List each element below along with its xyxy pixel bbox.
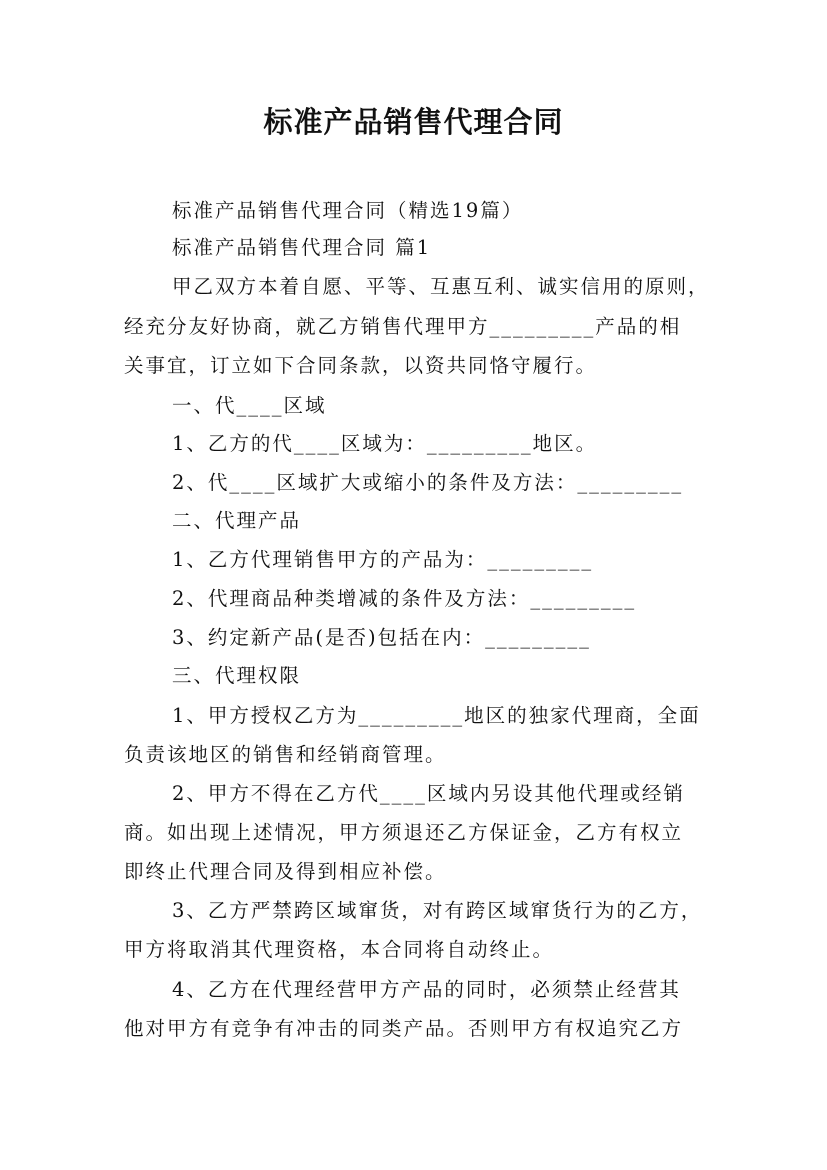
clause-item-cont: 负责该地区的销售和经销商管理。 — [124, 743, 447, 766]
subtitle-line: 标准产品销售代理合同（精选19篇） — [172, 199, 524, 222]
section-heading: 标准产品销售代理合同 篇1 — [172, 236, 432, 259]
clause-item: 3、约定新产品(是否)包括在内：_________ — [172, 626, 591, 649]
clause-heading: 二、代理产品 — [172, 509, 302, 532]
clause-item: 2、代____区域扩大或缩小的条件及方法：_________ — [172, 471, 684, 494]
clause-heading: 一、代____区域 — [172, 394, 327, 417]
clause-item: 3、乙方严禁跨区域窜货，对有跨区域窜货行为的乙方， — [172, 899, 703, 922]
paragraph-line: 甲乙双方本着自愿、平等、互惠互利、诚实信用的原则， — [172, 275, 710, 298]
clause-item: 2、甲方不得在乙方代____区域内另设其他代理或经销 — [172, 782, 685, 805]
clause-item: 4、乙方在代理经营甲方产品的同时，必须禁止经营其 — [172, 978, 681, 1001]
clause-item-cont: 商。如出现上述情况，甲方须退还乙方保证金，乙方有权立 — [124, 821, 684, 844]
clause-item: 1、乙方代理销售甲方的产品为：_________ — [172, 548, 594, 571]
document-title: 标准产品销售代理合同 — [263, 105, 564, 139]
clause-item-cont: 他对甲方有竞争有冲击的同类产品。否则甲方有权追究乙方 — [124, 1017, 684, 1040]
clause-heading: 三、代理权限 — [172, 664, 302, 687]
paragraph-line: 关事宜，订立如下合同条款，以资共同恪守履行。 — [124, 354, 598, 377]
paragraph-line: 经充分友好协商，就乙方销售代理甲方_________产品的相 — [124, 315, 682, 338]
clause-item: 2、代理商品种类增减的条件及方法：_________ — [172, 587, 637, 610]
clause-item-cont: 甲方将取消其代理资格，本合同将自动终止。 — [124, 938, 555, 961]
clause-item: 1、甲方授权乙方为_________地区的独家代理商，全面 — [172, 704, 701, 727]
clause-item: 1、乙方的代____区域为：_________地区。 — [172, 432, 598, 455]
clause-item-cont: 即终止代理合同及得到相应补偿。 — [124, 860, 447, 883]
